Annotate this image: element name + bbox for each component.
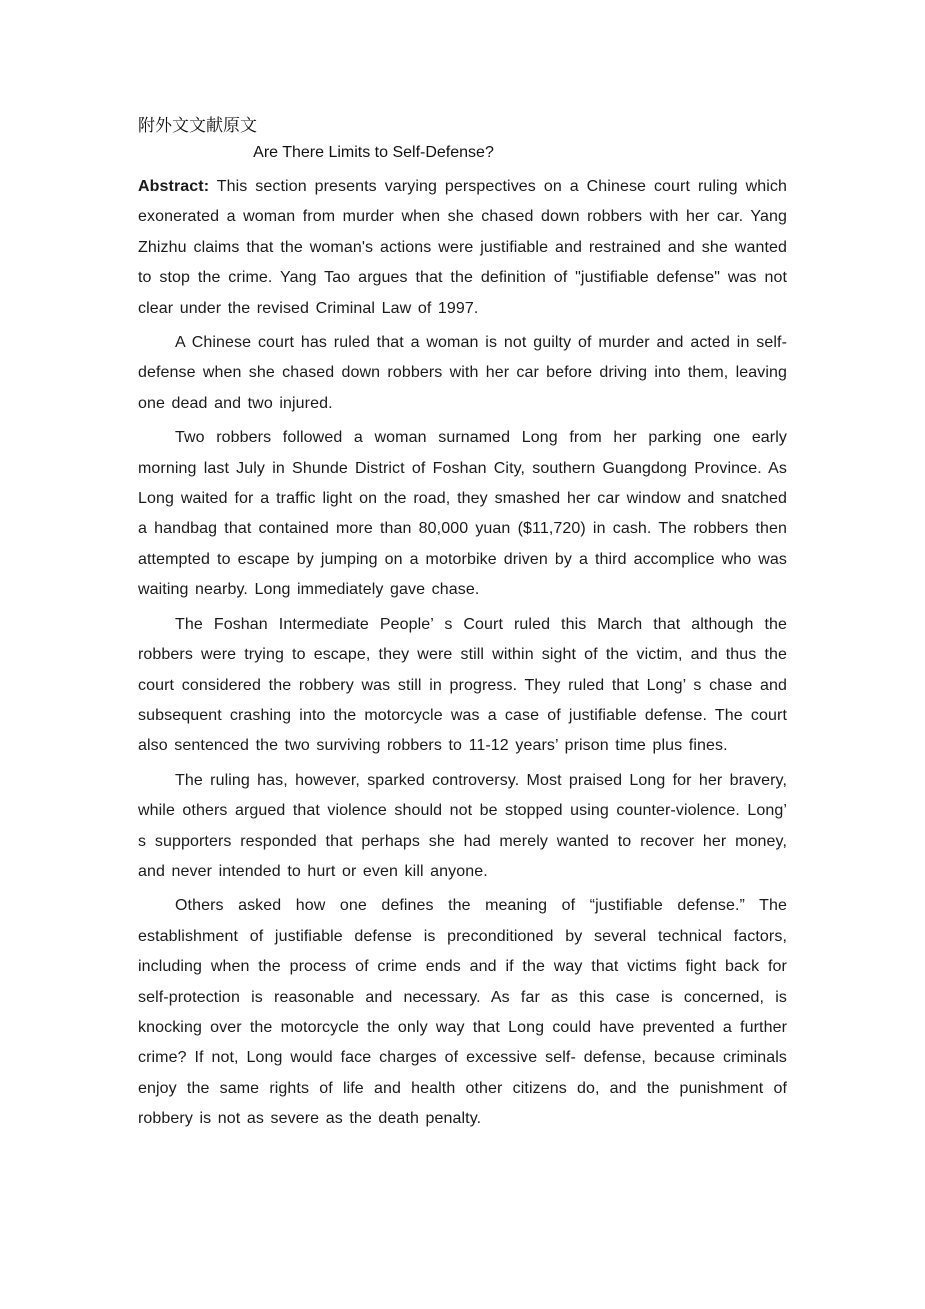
document-body xyxy=(138,172,787,1135)
abstract-label: Abstract: xyxy=(138,178,210,195)
attachment-heading: 附外文文献原文 xyxy=(138,116,257,135)
body-paragraph-3: The Foshan Intermediate People’ s Court ruled this March that although the robbers were trying to escape, they were still within sight of the victim, and thus the court considered the robbery was still in progress. They ruled that Long’ s chase and subsequent crashing into the motorcycle was a case of justifiable defense. The court also sentenced the two surviving robbers to 11-12 years’ prison time plus fines. xyxy=(138,615,787,755)
body-paragraph-1: A Chinese court has ruled that a woman is not guilty of murder and acted in self- defense when she chased down robbers with her car before driving into them, leaving one dead and two injured. xyxy=(138,334,787,412)
body-paragraph-4: The ruling has, however, sparked controversy. Most praised Long for her bravery, while others argued that violence should not be stopped using counter-violence. Long’ s supporters responded that perhaps she had merely wanted to recover her money, and never intended to hurt or even kill anyone. xyxy=(138,771,787,880)
abstract-text: This section presents varying perspectives on a Chinese court ruling which exonerated a woman from murder when she chased down robbers with her car. Yang Zhizhu claims that the woman's actions were justifiable and restrained and she wanted to stop the crime. Yang Tao argues that the definition of "justifiable defense" was not clear under the revised Criminal Law of 1997. xyxy=(138,178,787,317)
body-paragraph-5: Others asked how one defines the meaning of “justifiable defense.” The establishment of justifiable defense is preconditioned by several technical factors, including when the process of crime ends and if the way that victims fight back for self-protection is reasonable and necessary. As far as this case is concerned, is knocking over the motorcycle the only way that Long could have prevented a further crime? If not, Long would face charges of excessive self- defense, because criminals enjoy the same rights of life and health other citizens do, and the punishment of robbery is not as severe as the death penalty. xyxy=(138,897,787,1128)
abstract-paragraph xyxy=(138,172,787,324)
body-paragraph-2: Two robbers followed a woman surnamed Long from her parking one early morning last July in Shunde District of Foshan City, southern Guangdong Province. As Long waited for a traffic light on the road, they smashed her car window and snatched a handbag that contained more than 80,000 yuan ($11,720) in cash. The robbers then attempted to escape by jumping on a motorbike driven by a third accomplice who was waiting nearby. Long immediately gave chase. xyxy=(138,429,787,599)
page-title: Are There Limits to Self-Defense? xyxy=(253,144,494,161)
